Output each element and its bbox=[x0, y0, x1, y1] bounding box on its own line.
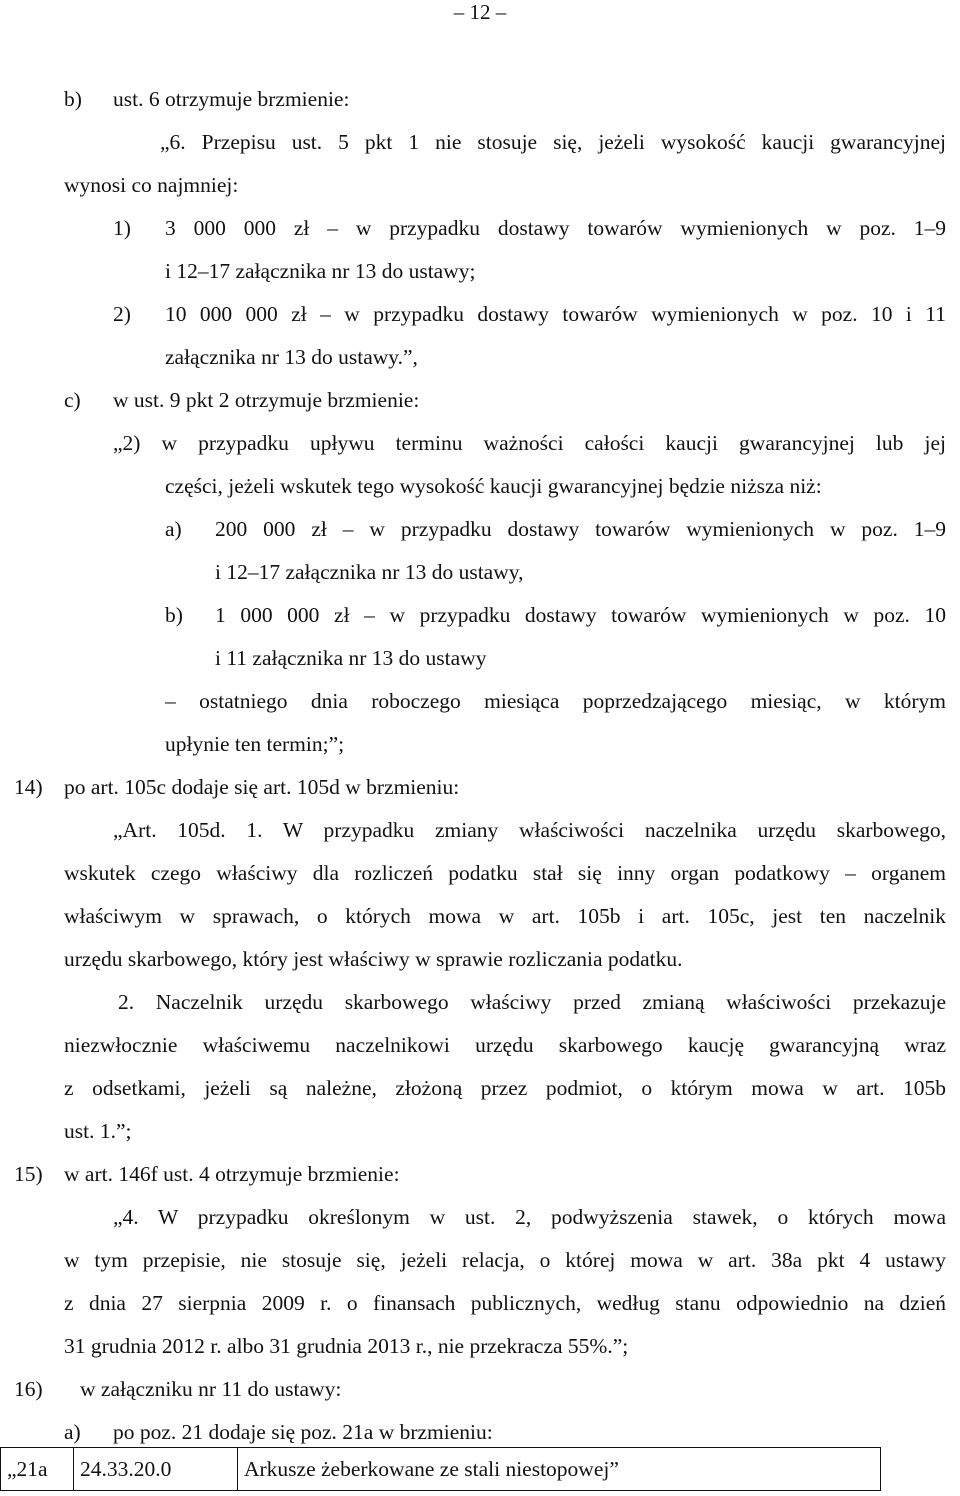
paragraph-line bbox=[0, 336, 960, 379]
paragraph-line bbox=[0, 680, 960, 723]
paragraph-line bbox=[0, 981, 960, 1024]
list-marker: 2) bbox=[113, 302, 131, 326]
paragraph-text: „6. Przepisu ust. 5 pkt 1 nie stosuje się, jeżeli wysokość kaucji gwarancyjnej bbox=[160, 130, 946, 154]
list-item-text: 10 000 000 zł – w przypadku dostawy towarów wymienionych w poz. 10 i 11 bbox=[165, 302, 946, 326]
list-marker: c) bbox=[64, 388, 81, 412]
paragraph-text: z dnia 27 sierpnia 2009 r. o finansach publicznych, według stanu odpowiednio na dzień bbox=[64, 1291, 946, 1315]
table-row bbox=[1, 1448, 881, 1491]
paragraph-text: ust. 1.”; bbox=[64, 1119, 132, 1143]
paragraph-text: właściwym w sprawach, o których mowa w art. 105b i art. 105c, jest ten naczelnik bbox=[64, 904, 946, 928]
list-marker: 14) bbox=[14, 775, 43, 799]
paragraph-line bbox=[0, 1110, 960, 1153]
paragraph-text: niezwłocznie właściwemu naczelnikowi urzędu skarbowego kaucję gwarancyjną wraz bbox=[64, 1033, 946, 1057]
list-item-2 bbox=[0, 293, 960, 336]
paragraph-text: „Art. 105d. 1. W przypadku zmiany właściwości naczelnika urzędu skarbowego, bbox=[113, 818, 946, 842]
list-item-14 bbox=[0, 766, 960, 809]
list-item-text: i 11 załącznika nr 13 do ustawy bbox=[215, 646, 487, 670]
list-item-b bbox=[0, 594, 960, 637]
paragraph-line bbox=[0, 1325, 960, 1368]
list-item-text: w załączniku nr 11 do ustawy: bbox=[80, 1377, 342, 1401]
list-item-text: w art. 146f ust. 4 otrzymuje brzmienie: bbox=[64, 1162, 400, 1186]
table-cell-description: Arkusze żeberkowane ze stali niestopowej” bbox=[238, 1448, 881, 1491]
paragraph-line bbox=[0, 1024, 960, 1067]
list-item-15 bbox=[0, 1153, 960, 1196]
paragraph-line bbox=[0, 938, 960, 981]
paragraph-line bbox=[0, 1282, 960, 1325]
paragraph-line bbox=[0, 723, 960, 766]
list-item-16 bbox=[0, 1368, 960, 1411]
page-number: – 12 – bbox=[453, 0, 507, 24]
list-marker: 1) bbox=[113, 216, 131, 240]
paragraph-text: 31 grudnia 2012 r. albo 31 grudnia 2013 r., nie przekracza 55%.”; bbox=[64, 1334, 629, 1358]
list-item-1 bbox=[0, 207, 960, 250]
table-cell-position: „21a bbox=[1, 1448, 74, 1491]
paragraph-line bbox=[0, 852, 960, 895]
list-item-c bbox=[0, 379, 960, 422]
paragraph-text: urzędu skarbowego, który jest właściwy w sprawie rozliczania podatku. bbox=[64, 947, 683, 971]
list-marker: 15) bbox=[14, 1162, 43, 1186]
paragraph-text: wskutek czego właściwy dla rozliczeń podatku stał się inny organ podatkowy – organem bbox=[64, 861, 946, 885]
paragraph-line bbox=[0, 637, 960, 680]
paragraph-text: 2. Naczelnik urzędu skarbowego właściwy przed zmianą właściwości przekazuje bbox=[118, 990, 946, 1014]
paragraph-line bbox=[0, 551, 960, 594]
paragraph-text: części, jeżeli wskutek tego wysokość kaucji gwarancyjnej będzie niższa niż: bbox=[165, 474, 822, 498]
paragraph-text: „2) w przypadku upływu terminu ważności całości kaucji gwarancyjnej lub jej bbox=[113, 431, 946, 455]
list-item-text: po art. 105c dodaje się art. 105d w brzmieniu: bbox=[64, 775, 460, 799]
list-item-a bbox=[0, 508, 960, 551]
list-item-text: w ust. 9 pkt 2 otrzymuje brzmienie: bbox=[113, 388, 420, 412]
paragraph-text: w tym przepisie, nie stosuje się, jeżeli relacja, o której mowa w art. 38a pkt 4 ustawy bbox=[64, 1248, 946, 1272]
list-marker: a) bbox=[165, 517, 182, 541]
table-cell-code: 24.33.20.0 bbox=[74, 1448, 238, 1491]
paragraph-line bbox=[0, 164, 960, 207]
list-marker: b) bbox=[64, 87, 82, 111]
list-item-text: i 12–17 załącznika nr 13 do ustawy, bbox=[215, 560, 524, 584]
list-item-text: 1 000 000 zł – w przypadku dostawy towarów wymienionych w poz. 10 bbox=[215, 603, 946, 627]
paragraph-text: wynosi co najmniej: bbox=[64, 173, 239, 197]
list-item-text: załącznika nr 13 do ustawy.”, bbox=[165, 345, 418, 369]
paragraph-line bbox=[0, 1239, 960, 1282]
list-item-text: ust. 6 otrzymuje brzmienie: bbox=[113, 87, 350, 111]
list-marker: a) bbox=[64, 1420, 81, 1444]
paragraph-line bbox=[0, 809, 960, 852]
paragraph-text: „4. W przypadku określonym w ust. 2, podwyższenia stawek, o których mowa bbox=[113, 1205, 946, 1229]
paragraph-line bbox=[0, 465, 960, 508]
paragraph-line bbox=[0, 895, 960, 938]
list-marker: b) bbox=[165, 603, 183, 627]
paragraph-text: upłynie ten termin;”; bbox=[165, 732, 345, 756]
paragraph-text: z odsetkami, jeżeli są należne, złożoną przez podmiot, o którym mowa w art. 105b bbox=[64, 1076, 946, 1100]
annex-table bbox=[0, 1447, 881, 1491]
list-item-text: 3 000 000 zł – w przypadku dostawy towarów wymienionych w poz. 1–9 bbox=[165, 216, 946, 240]
paragraph-line bbox=[0, 1067, 960, 1110]
paragraph-text: – ostatniego dnia roboczego miesiąca poprzedzającego miesiąc, w którym bbox=[165, 689, 946, 713]
document-body bbox=[0, 78, 960, 1454]
list-item-text: i 12–17 załącznika nr 13 do ustawy; bbox=[165, 259, 476, 283]
paragraph-line bbox=[0, 250, 960, 293]
paragraph-line bbox=[0, 121, 960, 164]
list-marker: 16) bbox=[14, 1377, 43, 1401]
list-item-text: po poz. 21 dodaje się poz. 21a w brzmieniu: bbox=[113, 1420, 493, 1444]
paragraph-line bbox=[0, 1196, 960, 1239]
list-item-b bbox=[0, 78, 960, 121]
paragraph-line bbox=[0, 422, 960, 465]
list-item-text: 200 000 zł – w przypadku dostawy towarów wymienionych w poz. 1–9 bbox=[215, 517, 946, 541]
